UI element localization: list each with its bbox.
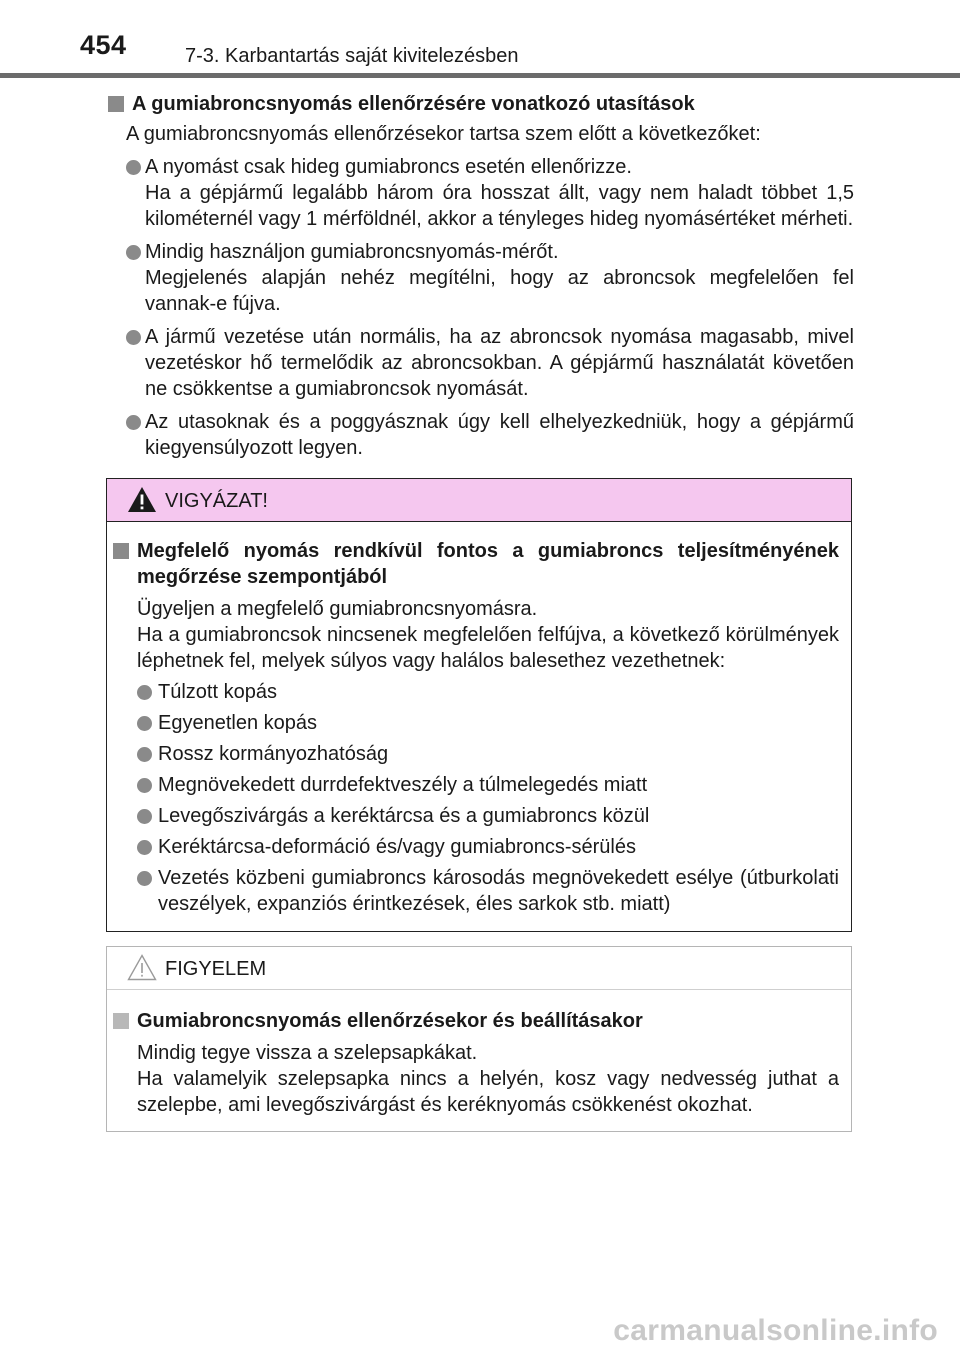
caution-heading — [113, 538, 839, 590]
caution-intro — [113, 596, 839, 674]
notice-box — [106, 946, 852, 1132]
list-item-text: Levegőszivárgás a keréktárcsa és a gumiabroncs közül — [158, 805, 650, 827]
list-item-text: Vezetés közbeni gumiabroncs károsodás megnövekedett esélye (útburkolati veszélyek, expanziós érintkezések, éles sarkok stb. miatt) — [158, 867, 839, 915]
main-section — [108, 91, 854, 461]
caution-title: Megfelelő nyomás rendkívül fontos a gumiabroncs teljesítményének megőrzése szempontjából — [137, 540, 839, 588]
list-item-line: Az utasoknak és a poggyásznak úgy kell elhelyezkedniük, hogy a gépjármű kiegyensúlyozott legyen. — [145, 411, 854, 459]
watermark: carmanualsonline.info — [613, 1314, 938, 1347]
square-bullet-icon — [113, 1013, 129, 1029]
list-item-line: Mindig használjon gumiabroncsnyomás-mérőt. — [145, 241, 559, 263]
round-bullet-icon — [137, 716, 152, 731]
section-heading — [108, 91, 854, 117]
list-item — [113, 679, 839, 705]
warning-triangle-outline-icon — [127, 954, 157, 986]
list-item-line: Megjelenés alapján nehéz megítélni, hogy az abroncsok megfelelően fel vannak-e fújva. — [145, 267, 854, 315]
round-bullet-icon — [126, 160, 141, 175]
list-item-text: Megnövekedett durrdefektveszély a túlmelegedés miatt — [158, 774, 648, 796]
list-item-line: Ha a gépjármű legalább három óra hosszat állt, vagy nem haladt többet 1,5 kilométernél vagy 1 mérföldnél, akkor a tényleges hideg nyomásértéket mérheti. — [145, 182, 854, 230]
list-item — [108, 239, 854, 317]
round-bullet-icon — [137, 809, 152, 824]
warning-triangle-icon — [127, 486, 157, 518]
round-bullet-icon — [137, 840, 152, 855]
round-bullet-icon — [126, 415, 141, 430]
header-divider — [0, 73, 960, 78]
list-item — [113, 772, 839, 798]
page-header — [0, 0, 960, 78]
round-bullet-icon — [126, 245, 141, 260]
round-bullet-icon — [137, 778, 152, 793]
notice-title: Gumiabroncsnyomás ellenőrzésekor és beállításakor — [137, 1010, 643, 1032]
list-item — [113, 865, 839, 917]
list-item-text: Rossz kormányozhatóság — [158, 743, 389, 765]
notice-header — [107, 947, 851, 990]
notice-heading — [113, 1008, 839, 1034]
list-item — [113, 741, 839, 767]
notice-intro-line: Ha valamelyik szelepsapka nincs a helyén, kosz vagy nedvesség juthat a szelepbe, ami levegőszivárgást és keréknyomás csökkenést okozhat. — [137, 1068, 839, 1116]
round-bullet-icon — [137, 747, 152, 762]
caution-intro-line: Ügyeljen a megfelelő gumiabroncsnyomásra. — [137, 598, 538, 620]
notice-body — [107, 990, 851, 1118]
round-bullet-icon — [137, 871, 152, 886]
list-item — [113, 803, 839, 829]
round-bullet-icon — [137, 685, 152, 700]
list-item — [113, 710, 839, 736]
chapter-title: 7-3. Karbantartás saját kivitelezésben — [185, 45, 519, 67]
round-bullet-icon — [126, 330, 141, 345]
list-item-line: A nyomást csak hideg gumiabroncs esetén ellenőrizze. — [145, 156, 632, 178]
caution-header — [107, 479, 851, 522]
list-item — [108, 324, 854, 402]
notice-intro — [113, 1040, 839, 1118]
caution-label: VIGYÁZAT! — [165, 490, 268, 512]
caution-intro-line: Ha a gumiabroncsok nincsenek megfelelően felfújva, a következő körülmények léphetnek fel, melyek súlyos vagy halálos balesethez vezethetnek: — [137, 624, 839, 672]
caution-body — [107, 522, 851, 917]
list-item — [108, 409, 854, 461]
square-bullet-icon — [113, 543, 129, 559]
list-item — [113, 834, 839, 860]
page-number: 454 — [80, 30, 127, 60]
notice-intro-line: Mindig tegye vissza a szelepsapkákat. — [137, 1042, 478, 1064]
section-title: A gumiabroncsnyomás ellenőrzésére vonatkozó utasítások — [132, 93, 695, 115]
list-item-text: Túlzott kopás — [158, 681, 277, 703]
caution-box — [106, 478, 852, 932]
list-item — [108, 154, 854, 232]
list-item-text: Egyenetlen kopás — [158, 712, 318, 734]
list-item-line: A jármű vezetése után normális, ha az abroncsok nyomása magasabb, mivel vezetéskor hő termelődik az abroncsokban. A gépjármű használatát követően ne csökkentse a gumiabroncsok nyomását. — [145, 326, 854, 400]
square-bullet-icon — [108, 96, 124, 112]
section-intro: A gumiabroncsnyomás ellenőrzésekor tartsa szem előtt a következőket: — [126, 123, 761, 145]
list-item-text: Keréktárcsa-deformáció és/vagy gumiabroncs-sérülés — [158, 836, 636, 858]
notice-label: FIGYELEM — [165, 958, 267, 980]
